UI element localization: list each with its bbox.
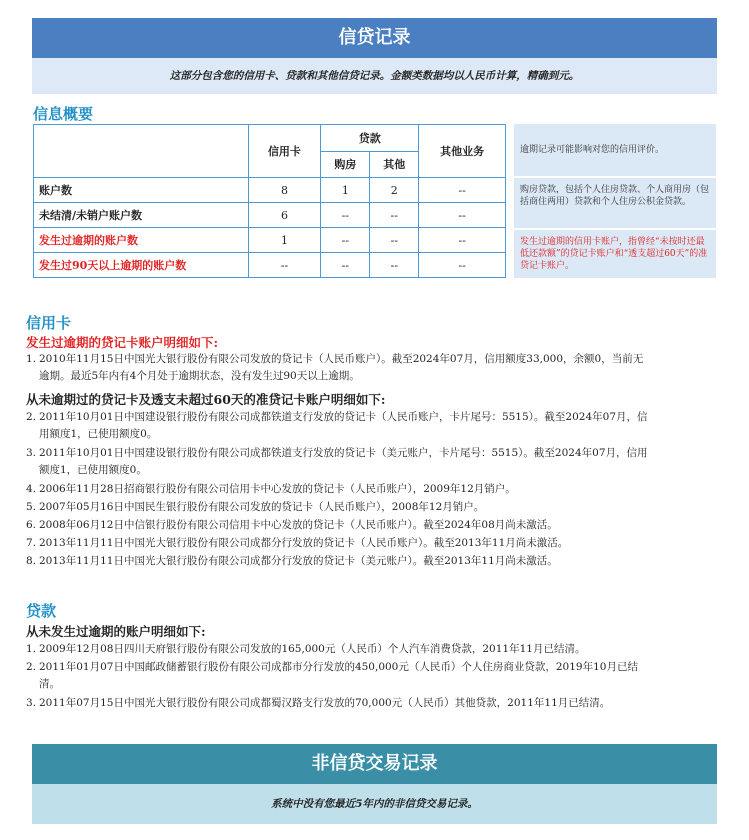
header-loan: 贷款 xyxy=(321,125,419,152)
row-label: 发生过逾期的账户数 xyxy=(34,228,249,253)
summary-title: 信息概要 xyxy=(33,105,94,123)
row-label: 未结清/未销户账户数 xyxy=(34,203,249,228)
summary-row-accounts xyxy=(34,178,506,203)
overdue-cards-heading: 发生过逾期的贷记卡账户明细如下: xyxy=(26,335,219,350)
non-credit-records-note: 系统中没有您最近5年内的非信贷交易记录。 xyxy=(32,784,717,824)
summary-row-overdue-90 xyxy=(34,253,506,278)
list-item: 5. 2007年05月16日中国民生银行股份有限公司发放的贷记卡（人民币账户），2008年12月销户。 xyxy=(26,501,485,513)
cell-business: -- xyxy=(419,253,506,278)
summary-row-overdue-accounts xyxy=(34,228,506,253)
list-item: 1. 2010年11月15日中国光大银行股份有限公司发放的贷记卡（人民币账户）。截至2024年07月，信用额度33,000，余额0，当前无 逾期。最近5年内有4个月处于逾期状态，没有发生过90天以上逾期。 xyxy=(26,353,644,382)
cell-business: -- xyxy=(419,203,506,228)
cell-housing: -- xyxy=(321,203,370,228)
cell-housing: -- xyxy=(321,228,370,253)
cell-card: 1 xyxy=(248,228,321,253)
cell-housing: 1 xyxy=(321,178,370,203)
list-item: 7. 2013年11月11日中国光大银行股份有限公司成都分行发放的贷记卡（人民币账户）。截至2013年11月尚未激活。 xyxy=(26,537,569,549)
list-item: 8. 2013年11月11日中国光大银行股份有限公司成都分行发放的贷记卡（美元账户）。截至2013年11月尚未激活。 xyxy=(26,555,558,567)
loan-title: 贷款 xyxy=(26,602,57,620)
side-note-housing-loan: 购房贷款，包括个人住房贷款、个人商用房（包括商住两用）贷款和个人住房公积金贷款。 xyxy=(514,178,716,228)
summary-table xyxy=(33,124,506,278)
credit-card-title: 信用卡 xyxy=(26,314,72,332)
list-item: 1. 2009年12月08日四川天府银行股份有限公司发放的165,000元（人民币）个人汽车消费贷款，2011年11月已结清。 xyxy=(26,643,586,655)
cell-other: -- xyxy=(370,228,419,253)
header-housing: 购房 xyxy=(321,151,370,178)
side-note-overdue-definition: 发生过逾期的信用卡账户，指曾经“未按时还最低还款额”的贷记卡账户和“透支超过60天”的准贷记卡账户。 xyxy=(514,230,716,278)
cell-card: -- xyxy=(248,253,321,278)
row-label: 发生过90天以上逾期的账户数 xyxy=(34,253,249,278)
header-other: 其他 xyxy=(370,151,419,178)
credit-records-header: 信贷记录 xyxy=(32,18,717,58)
side-note-overdue-impact: 逾期记录可能影响对您的信用评价。 xyxy=(514,124,716,176)
list-item: 3. 2011年07月15日中国光大银行股份有限公司成都蜀汉路支行发放的70,000元（人民币）其他贷款，2011年11月已结清。 xyxy=(26,697,611,709)
cell-other: -- xyxy=(370,253,419,278)
row-label: 账户数 xyxy=(34,178,249,203)
normal-cards-heading: 从未逾期过的贷记卡及透支未超过60天的准贷记卡账户明细如下: xyxy=(26,392,386,407)
loan-heading: 从未发生过逾期的账户明细如下: xyxy=(26,624,206,639)
list-item: 2. 2011年10月01日中国建设银行股份有限公司成都铁道支行发放的贷记卡（人民币账户，卡片尾号：5515）。截至2024年07月，信 用额度1，已使用额度0。 xyxy=(26,411,648,440)
cell-other: -- xyxy=(370,203,419,228)
cell-card: 8 xyxy=(248,178,321,203)
list-item: 4. 2006年11月28日招商银行股份有限公司信用卡中心发放的贷记卡（人民币账户），2009年12月销户。 xyxy=(26,483,516,495)
cell-other: 2 xyxy=(370,178,419,203)
cell-business: -- xyxy=(419,178,506,203)
header-credit-card: 信用卡 xyxy=(248,125,321,178)
summary-row-open-accounts xyxy=(34,203,506,228)
header-other-business: 其他业务 xyxy=(419,125,506,178)
non-credit-records-header: 非信贷交易记录 xyxy=(32,744,717,784)
summary-corner xyxy=(34,125,249,178)
cell-card: 6 xyxy=(248,203,321,228)
cell-housing: -- xyxy=(321,253,370,278)
list-item: 6. 2008年06月12日中信银行股份有限公司信用卡中心发放的贷记卡（人民币账户）。截至2024年08月尚未激活。 xyxy=(26,519,558,531)
credit-records-note: 这部分包含您的信用卡、贷款和其他信贷记录。金额类数据均以人民币计算，精确到元。 xyxy=(32,58,717,94)
list-item: 3. 2011年10月01日中国建设银行股份有限公司成都铁道支行发放的贷记卡（美元账户，卡片尾号：5515）。截至2024年07月，信用 额度1，已使用额度0。 xyxy=(26,447,648,476)
cell-business: -- xyxy=(419,228,506,253)
list-item: 2. 2011年01月07日中国邮政储蓄银行股份有限公司成都市分行发放的450,000元（人民币）个人住房商业贷款，2019年10月已结 清。 xyxy=(26,661,638,690)
